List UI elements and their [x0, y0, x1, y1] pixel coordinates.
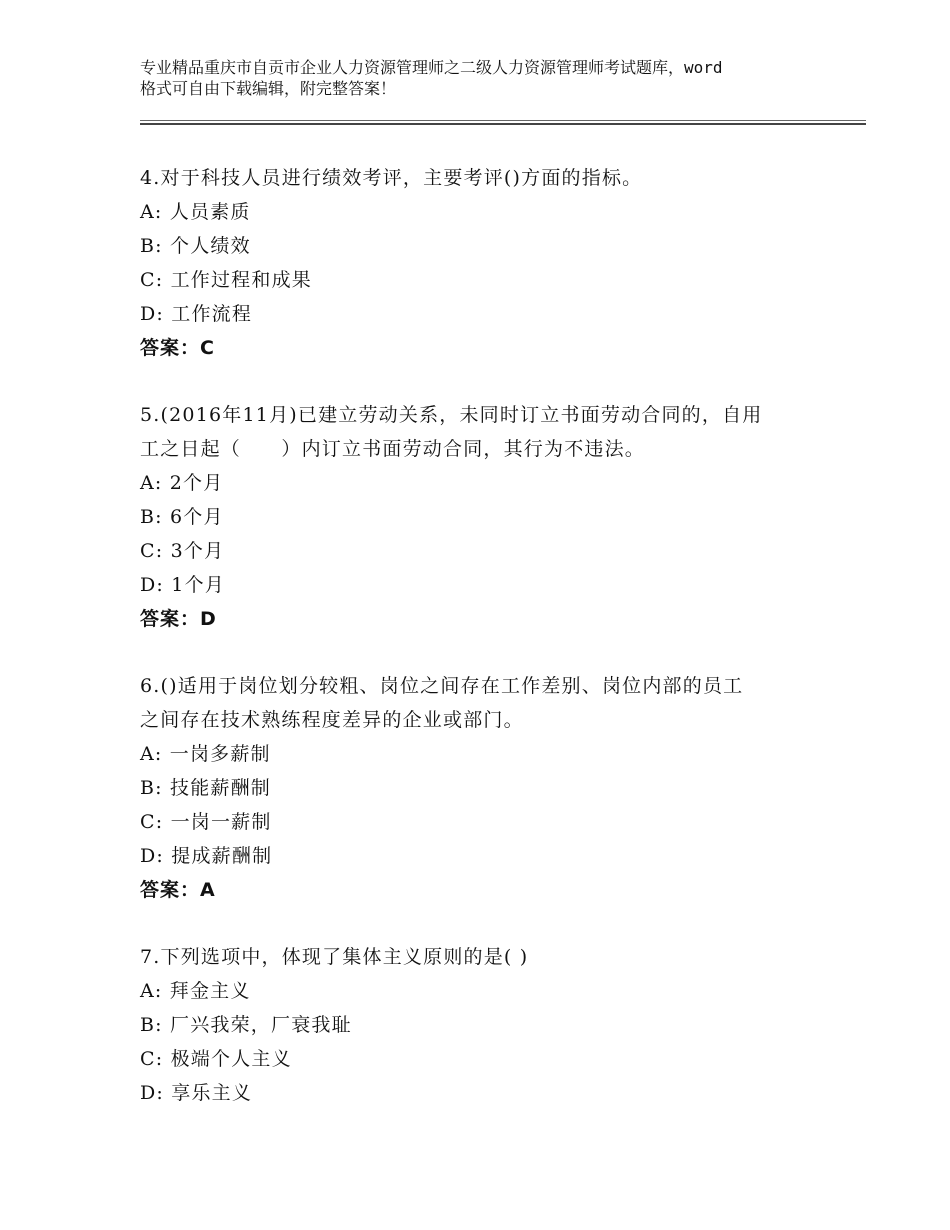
- option-d: D: 提成薪酬制: [140, 845, 273, 867]
- question-stem: 7.下列选项中，体现了集体主义原则的是( ): [140, 946, 529, 968]
- option-c: C: 工作过程和成果: [140, 269, 312, 291]
- header-title-line-1: 专业精品重庆市自贡市企业人力资源管理师之二级人力资源管理师考试题库，word: [140, 58, 723, 77]
- option-a: A: 一岗多薪制: [140, 743, 271, 765]
- question-stem-line-1: 6.()适用于岗位划分较粗、岗位之间存在工作差别、岗位内部的员工: [140, 675, 744, 697]
- option-b: B: 技能薪酬制: [140, 777, 272, 799]
- option-d: D: 享乐主义: [140, 1082, 253, 1104]
- question-6: [140, 669, 820, 907]
- header-title-line-2: 格式可自由下载编辑，附完整答案！: [140, 79, 397, 98]
- question-stem-line-2: 工之日起（ ）内订立书面劳动合同，其行为不违法。: [140, 438, 646, 460]
- question-5: [140, 398, 820, 636]
- option-d: D: 工作流程: [140, 303, 253, 325]
- question-stem-line-2: 之间存在技术熟练程度差异的企业或部门。: [140, 709, 524, 731]
- option-c: C: 3个月: [140, 540, 225, 562]
- option-b: B: 个人绩效: [140, 235, 251, 257]
- question-stem: 4.对于科技人员进行绩效考评，主要考评()方面的指标。: [140, 167, 643, 189]
- question-list: [140, 161, 820, 1143]
- option-a: A: 人员素质: [140, 201, 251, 223]
- header-divider-thick: [140, 123, 866, 125]
- option-d: D: 1个月: [140, 574, 225, 596]
- option-b: B: 厂兴我荣，厂衰我耻: [140, 1014, 352, 1036]
- option-b: B: 6个月: [140, 506, 224, 528]
- question-stem-line-1: 5.(2016年11月)已建立劳动关系，未同时订立书面劳动合同的，自用: [140, 404, 763, 426]
- header-divider-thin: [140, 120, 866, 121]
- option-c: C: 一岗一薪制: [140, 811, 272, 833]
- option-a: A: 拜金主义: [140, 980, 251, 1002]
- question-7: [140, 940, 820, 1110]
- answer-label: 答案：C: [140, 337, 215, 359]
- document-header: [140, 57, 840, 99]
- option-a: A: 2个月: [140, 472, 224, 494]
- answer-label: 答案：A: [140, 879, 216, 901]
- question-4: [140, 161, 820, 365]
- option-c: C: 极端个人主义: [140, 1048, 292, 1070]
- answer-label: 答案：D: [140, 608, 217, 630]
